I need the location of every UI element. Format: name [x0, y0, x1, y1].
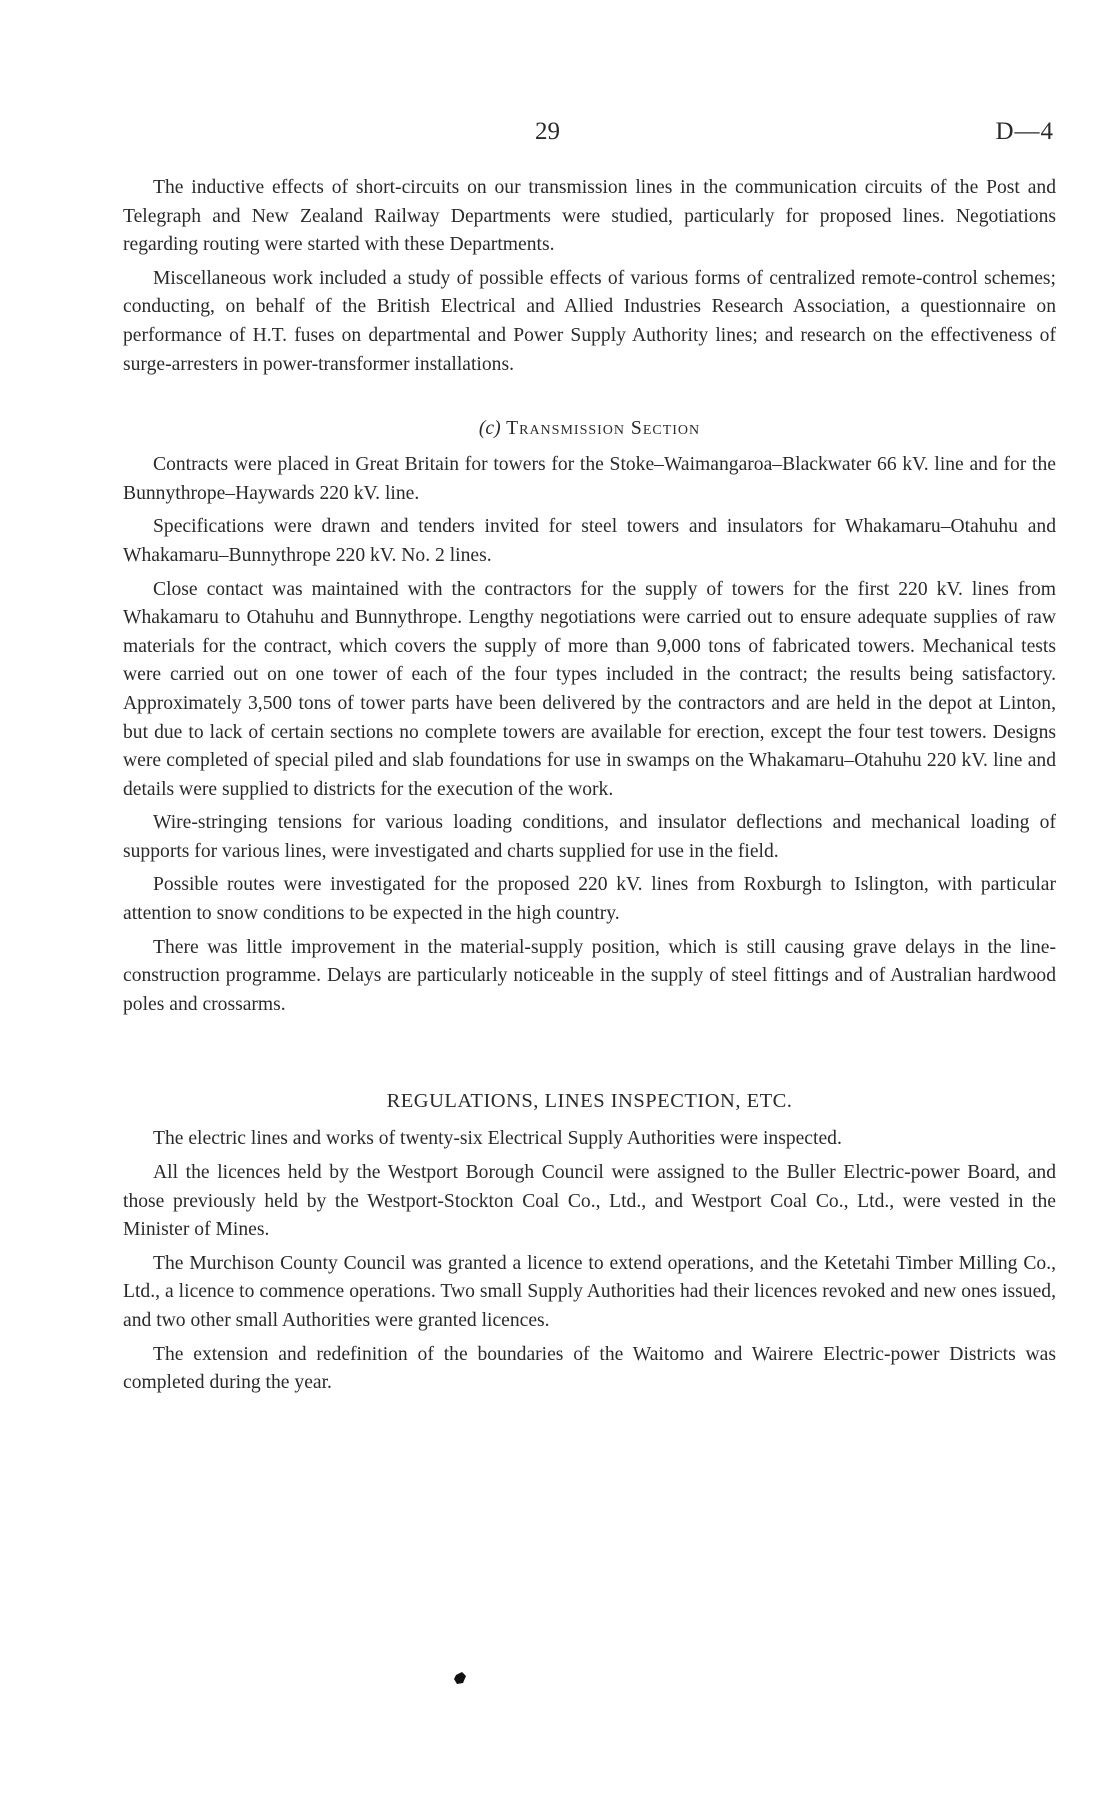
ink-blot-icon [453, 1671, 467, 1685]
paragraph: All the licences held by the Westport Borough Council were assigned to the Buller Electric-power Board, and those previously held by the Westport-Stockton Coal Co., Ltd., and Westport Coal Co., Ltd., were vested in the Minister of Mines. [123, 1162, 1056, 1241]
paragraph: There was little improvement in the material-supply position, which is still causing grave delays in the line-construction programme. Delays are particularly noticeable in the supply of steel fittings and of Australian hardwood poles and crossarms. [123, 936, 1056, 1015]
page-body [123, 174, 1056, 1403]
paragraph: Specifications were drawn and tenders invited for steel towers and insulators for Whakamaru–Otahuhu and Whakamaru–Bunnythrope 220 kV. No. 2 lines. [123, 516, 1056, 566]
paragraph: Close contact was maintained with the contractors for the supply of towers for the first 220 kV. lines from Whakamaru to Otahuhu and Bunnythrope. Lengthy negotiations were carried out to ensure adequate supplies of raw materials for the contract, which covers the supply of more than 9,000 tons of fabricated towers. Mechanical tests were carried out on one tower of each of the four types included in the contract; the results being satisfactory. Approximately 3,500 tons of tower parts have been delivered by the contractors and are held in the depot at Linton, but due to lack of certain sections no complete towers are available for erection, except the four test towers. Designs were completed of special piled and slab foundations for use in swamps on the Whakamaru–Otahuhu 220 kV. line and details were supplied to districts for the execution of the work. [123, 578, 1056, 800]
document-code: D—4 [995, 118, 1054, 145]
paragraph: Miscellaneous work included a study of possible effects of various forms of centralized remote-control schemes; conducting, on behalf of the British Electrical and Allied Industries Research Association, a questionnaire on performance of H.T. fuses on departmental and Power Supply Authority lines; and research on the effectiveness of surge-arresters in power-transformer installations. [123, 267, 1056, 375]
paragraph: Possible routes were investigated for the proposed 220 kV. lines from Roxburgh to Islington, with particular attention to snow conditions to be expected in the high country. [123, 874, 1056, 925]
section-b-continued [123, 174, 1056, 379]
page-header [0, 118, 1114, 150]
paragraph: The Murchison County Council was granted a licence to extend operations, and the Ketetahi Timber Milling Co., Ltd., a licence to commence operations. Two small Supply Authorities had their licences revoked and new ones issued, and two other small Authorities were granted licences. [123, 1252, 1056, 1331]
page-number: 29 [535, 118, 560, 145]
transmission-section-heading [123, 415, 1056, 443]
section-label: (c) [478, 418, 501, 440]
paragraph: The inductive effects of short-circuits on our transmission lines in the communication circuits of the Post and Telegraph and New Zealand Railway Departments were studied, particularly for proposed lines. Negotiations regarding routing were started with these Departments. [123, 177, 1056, 256]
paragraph: The electric lines and works of twenty-six Electrical Supply Authorities were inspected. [153, 1128, 842, 1150]
transmission-section [123, 451, 1056, 1019]
ink-blot-mark [453, 1669, 467, 1690]
paragraph: Wire-stringing tensions for various loading conditions, and insulator deflections and mechanical loading of supports for various lines, were investigated and charts supplied for use in the field. [123, 812, 1056, 862]
section-title: Transmission Section [506, 418, 701, 440]
regulations-section [123, 1125, 1056, 1397]
regulations-heading: REGULATIONS, LINES INSPECTION, ETC. [386, 1090, 793, 1113]
paragraph: Contracts were placed in Great Britain for towers for the Stoke–Waimangaroa–Blackwater 66 kV. line and for the Bunnythrope–Haywards 220 kV. line. [123, 454, 1056, 504]
paragraph: The extension and redefinition of the boundaries of the Waitomo and Wairere Electric-power Districts was completed during the year. [123, 1343, 1056, 1394]
